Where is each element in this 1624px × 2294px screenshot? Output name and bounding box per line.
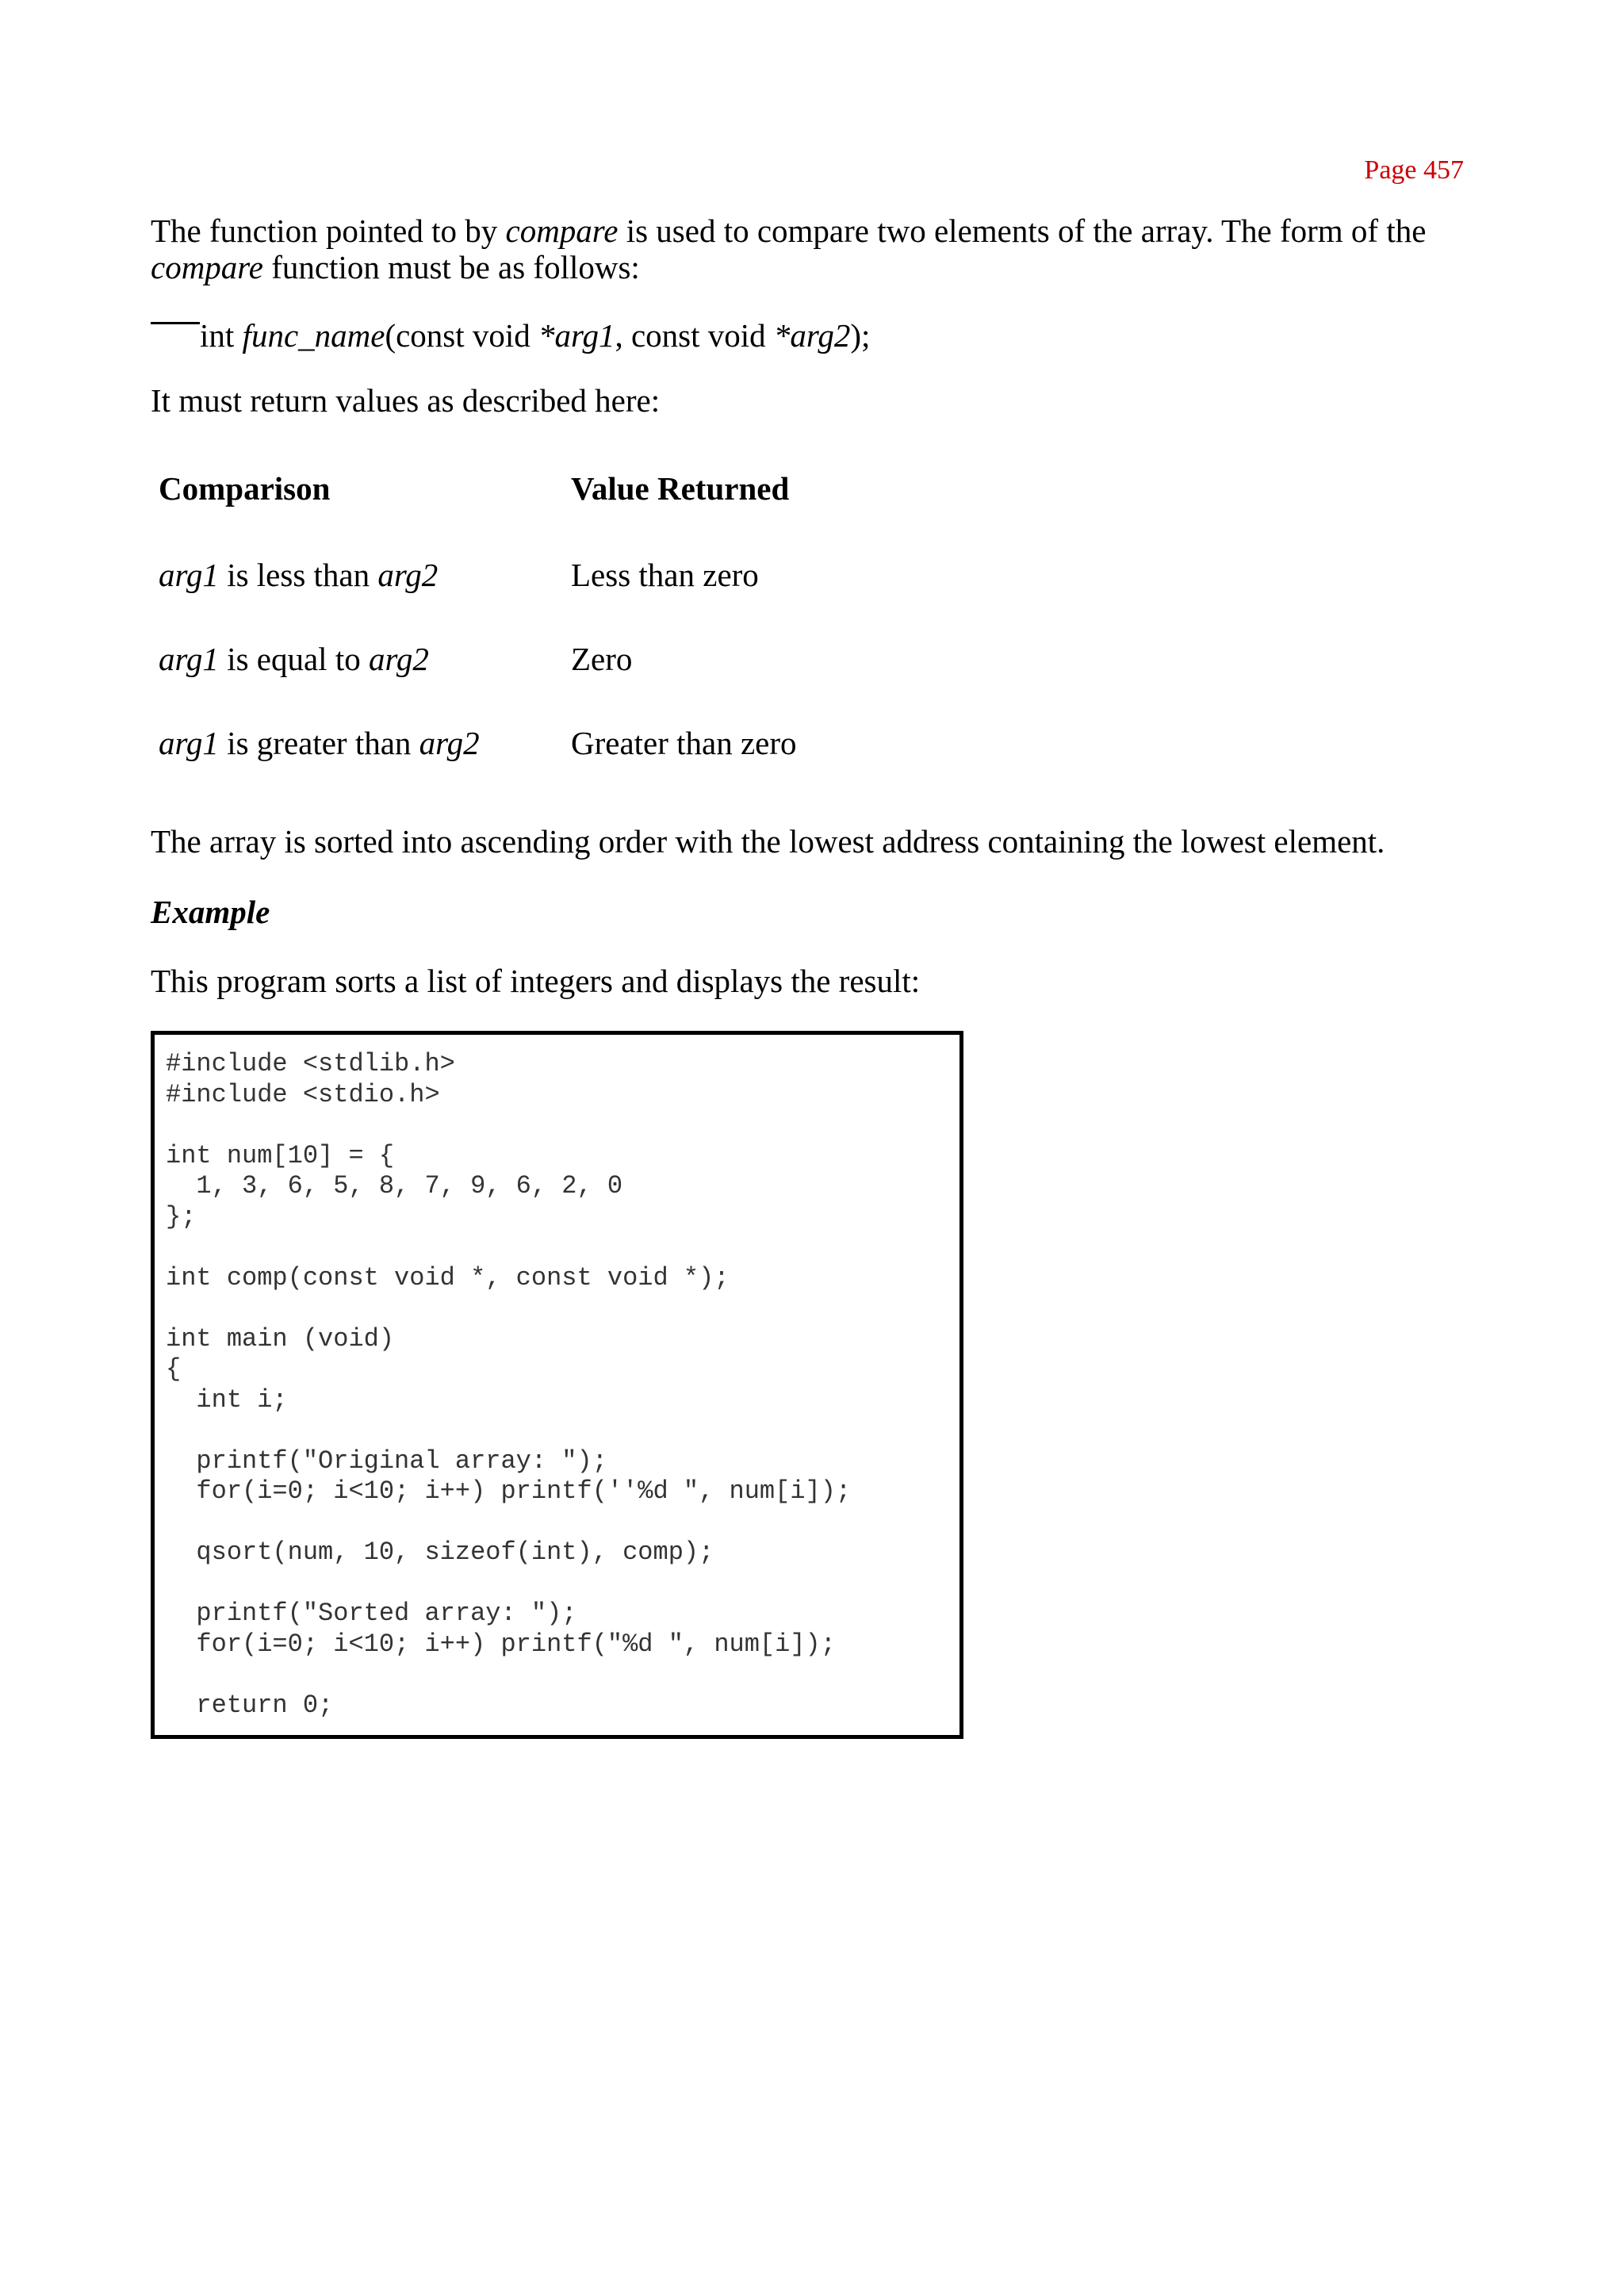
- page-number: Page 457: [1364, 155, 1464, 185]
- header-value-returned: Value Returned: [571, 470, 790, 507]
- comparison-table: [159, 469, 797, 785]
- code-line: #include <stdio.h>: [166, 1079, 440, 1109]
- prototype-param-type-1: (const void: [385, 317, 539, 354]
- prototype-end: );: [850, 317, 871, 354]
- code-blank-line: [166, 1660, 959, 1691]
- prototype-func-name: func_name: [242, 317, 385, 354]
- header-comparison: Comparison: [159, 470, 331, 507]
- compare-intro-paragraph: [151, 213, 1467, 285]
- intro-compare-term: compare: [505, 213, 619, 249]
- code-blank-line: [166, 1293, 959, 1324]
- code-line: 1, 3, 6, 5, 8, 7, 9, 6, 2, 0: [166, 1171, 623, 1201]
- code-blank-line: [166, 1568, 959, 1599]
- value-returned-cell: Less than zero: [571, 557, 759, 593]
- value-returned-cell: Zero: [571, 641, 633, 677]
- code-line: qsort(num, 10, sizeof(int), comp);: [166, 1538, 714, 1567]
- intro-text-3: function must be as follows:: [262, 249, 640, 285]
- value-returned-cell: Greater than zero: [571, 725, 797, 761]
- prototype-line: [200, 317, 870, 354]
- comparison-cell: arg1 is less than arg2: [159, 557, 439, 593]
- code-line: int main (void): [166, 1323, 395, 1354]
- prototype-arg2: *arg2: [773, 317, 851, 354]
- code-blank-line: [166, 1507, 959, 1538]
- code-blank-line: [166, 1232, 959, 1263]
- code-blank-line: [166, 1110, 959, 1141]
- code-line: #include <stdlib.h>: [166, 1049, 455, 1078]
- table-row: [159, 533, 797, 617]
- code-line: int comp(const void *, const void *);: [166, 1262, 730, 1293]
- comparison-cell: arg1 is equal to arg2: [159, 641, 429, 677]
- code-blank-line: [166, 1415, 959, 1446]
- code-listing: [151, 1031, 963, 1739]
- code-line: int num[10] = {: [166, 1140, 395, 1170]
- prototype-arg1: *arg1: [538, 317, 615, 354]
- code-line: };: [166, 1201, 197, 1231]
- sorted-order-note: The array is sorted into ascending order with the lowest address containing the lowest element.: [151, 823, 1385, 860]
- code-line: return 0;: [166, 1690, 334, 1720]
- example-heading: Example: [151, 894, 270, 930]
- intro-text-1: The function pointed to by: [151, 213, 506, 249]
- returns-intro: It must return values as described here:: [151, 382, 661, 419]
- code-line: for(i=0; i<10; i++) printf("%d ", num[i]);: [166, 1629, 836, 1659]
- code-line: for(i=0; i<10; i++) printf(''%d ", num[i]);: [166, 1476, 852, 1506]
- comparison-cell: arg1 is greater than arg2: [159, 725, 480, 761]
- function-prototype: [151, 317, 1467, 354]
- intro-text-2: is used to compare two elements of the array. The form of the: [618, 213, 1427, 249]
- page-content: [151, 213, 1467, 1739]
- table-row: [159, 701, 797, 785]
- example-intro: This program sorts a list of integers and displays the result:: [151, 963, 921, 999]
- table-header-row: [159, 469, 797, 533]
- code-line: {: [166, 1354, 182, 1384]
- table-row: [159, 617, 797, 701]
- prototype-return-type: int: [200, 317, 243, 354]
- prototype-param-type-2: , const void: [615, 317, 774, 354]
- margin-rule-mark: [151, 322, 200, 324]
- code-line: int i;: [166, 1384, 288, 1415]
- code-line: printf("Sorted array: ");: [166, 1599, 577, 1628]
- intro-compare-term-2: compare: [151, 249, 263, 285]
- code-line: printf("Original array: ");: [166, 1446, 607, 1476]
